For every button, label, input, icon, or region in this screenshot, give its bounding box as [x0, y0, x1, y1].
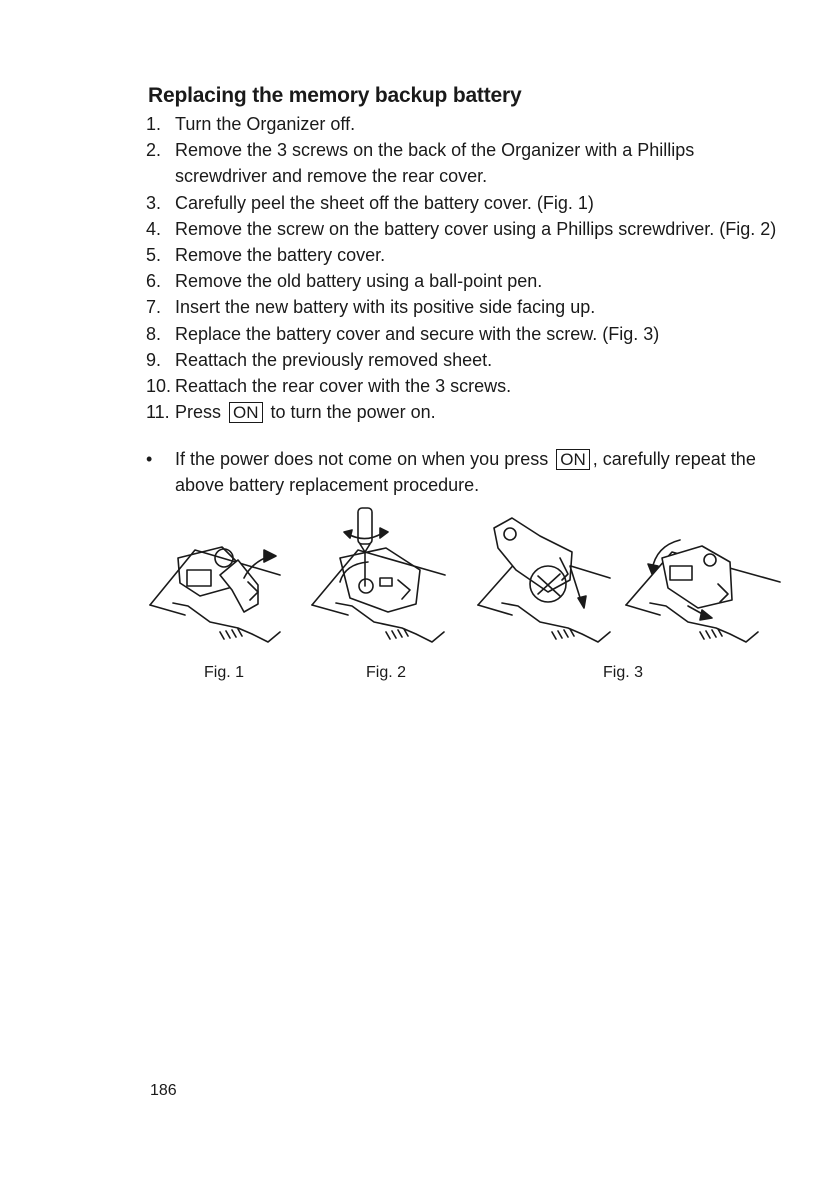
step-item: 10. Reattach the rear cover with the 3 screws.: [146, 376, 512, 397]
fig2-illustration: [312, 508, 445, 642]
bullet-icon: •: [146, 449, 153, 469]
step-item: 6. Remove the old battery using a ball-point pen.: [146, 271, 543, 292]
step-item: 8. Replace the battery cover and secure with the screw. (Fig. 3): [146, 323, 660, 344]
on-key-label: ON: [556, 449, 590, 470]
on-key-label: ON: [229, 402, 263, 423]
fig1-illustration: [150, 547, 280, 642]
figure-illustrations: [140, 500, 800, 700]
step-item: 3. Carefully peel the sheet off the battery cover. (Fig. 1): [146, 192, 594, 213]
power-note: • If the power does not come on when you press ON , carefully repeat the above battery replacement procedure.: [146, 446, 786, 498]
step-item: 1. Turn the Organizer off.: [146, 114, 356, 134]
fig3-cover-illustration: [478, 518, 610, 642]
fig3-sheet-illustration: [626, 540, 780, 642]
step-item: 7. Insert the new battery with its positive side facing up.: [146, 297, 596, 318]
page-number: 186: [150, 1082, 177, 1099]
step-item: 2. Remove the 3 screws on the back of the Organizer with a Phillips screwdriver and remove the rear cover.: [146, 140, 695, 187]
page-title: Replacing the memory backup battery: [148, 84, 522, 107]
step-item: 9. Reattach the previously removed sheet.: [146, 349, 493, 370]
fig2-caption: Fig. 2: [366, 664, 407, 681]
fig3-caption: Fig. 3: [603, 664, 644, 681]
step-item: 5. Remove the battery cover.: [146, 245, 386, 266]
steps-list: [146, 111, 786, 425]
step-item: 11. Press ON to turn the power on.: [146, 402, 436, 423]
step-item: 4. Remove the screw on the battery cover using a Phillips screwdriver. (Fig. 2): [146, 218, 777, 239]
fig1-caption: Fig. 1: [204, 664, 245, 681]
